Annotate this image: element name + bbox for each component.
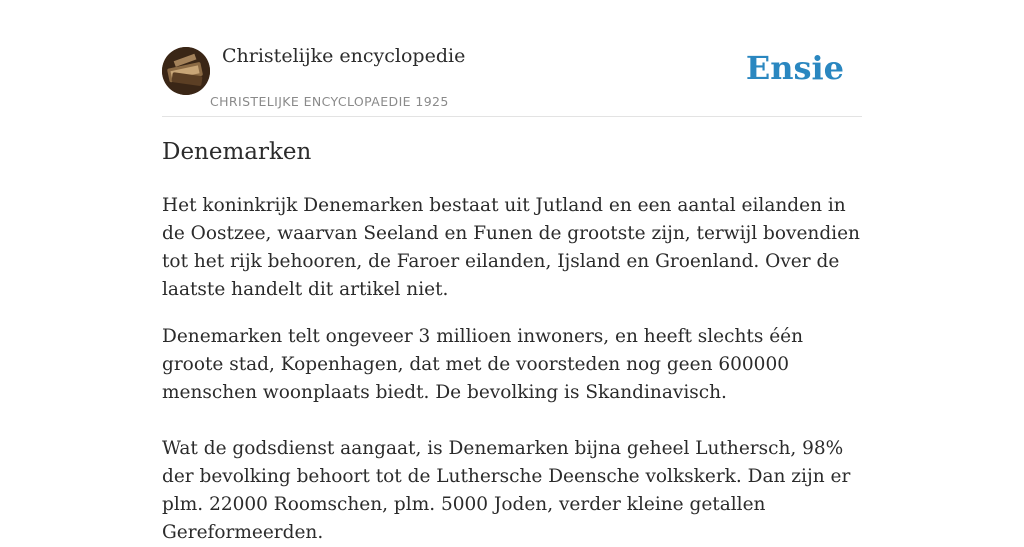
article-paragraph: Wat de godsdienst aangaat, is Denemarken bijna geheel Luthersch, 98% der bevolking behoort tot de Luthersche Deensche volkskerk. Dan zijn er plm. 22000 Roomschen, plm. 5000 Joden, verder kleine getallen Gereformeerden.	[162, 438, 851, 543]
article-title: Denemarken	[162, 139, 312, 165]
site-title[interactable]: Christelijke encyclopedie	[222, 45, 466, 67]
page	[162, 0, 862, 543]
article-paragraph: Het koninkrijk Denemarken bestaat uit Jutland en een aantal eilanden in de Oostzee, waarvan Seeland en Funen de grootste zijn, terwijl bovendien tot het rijk behooren, de Faroer eilanden, Ijsland en Groenland. Over de laatste handelt dit artikel niet.	[162, 195, 860, 300]
encyclopedia-avatar[interactable]	[162, 47, 210, 95]
book-icon	[162, 47, 210, 95]
ensie-logo-link[interactable]: Ensie	[745, 49, 844, 87]
site-header	[162, 0, 862, 117]
article-paragraph: Denemarken telt ongeveer 3 millioen inwoners, en heeft slechts één groote stad, Kopenhagen, dat met de voorsteden nog geen 600000 menschen woonplaats biedt. De bevolking is Skandinavisch.	[162, 326, 804, 403]
site-subtitle[interactable]: CHRISTELIJKE ENCYCLOPAEDIE 1925	[210, 94, 449, 109]
